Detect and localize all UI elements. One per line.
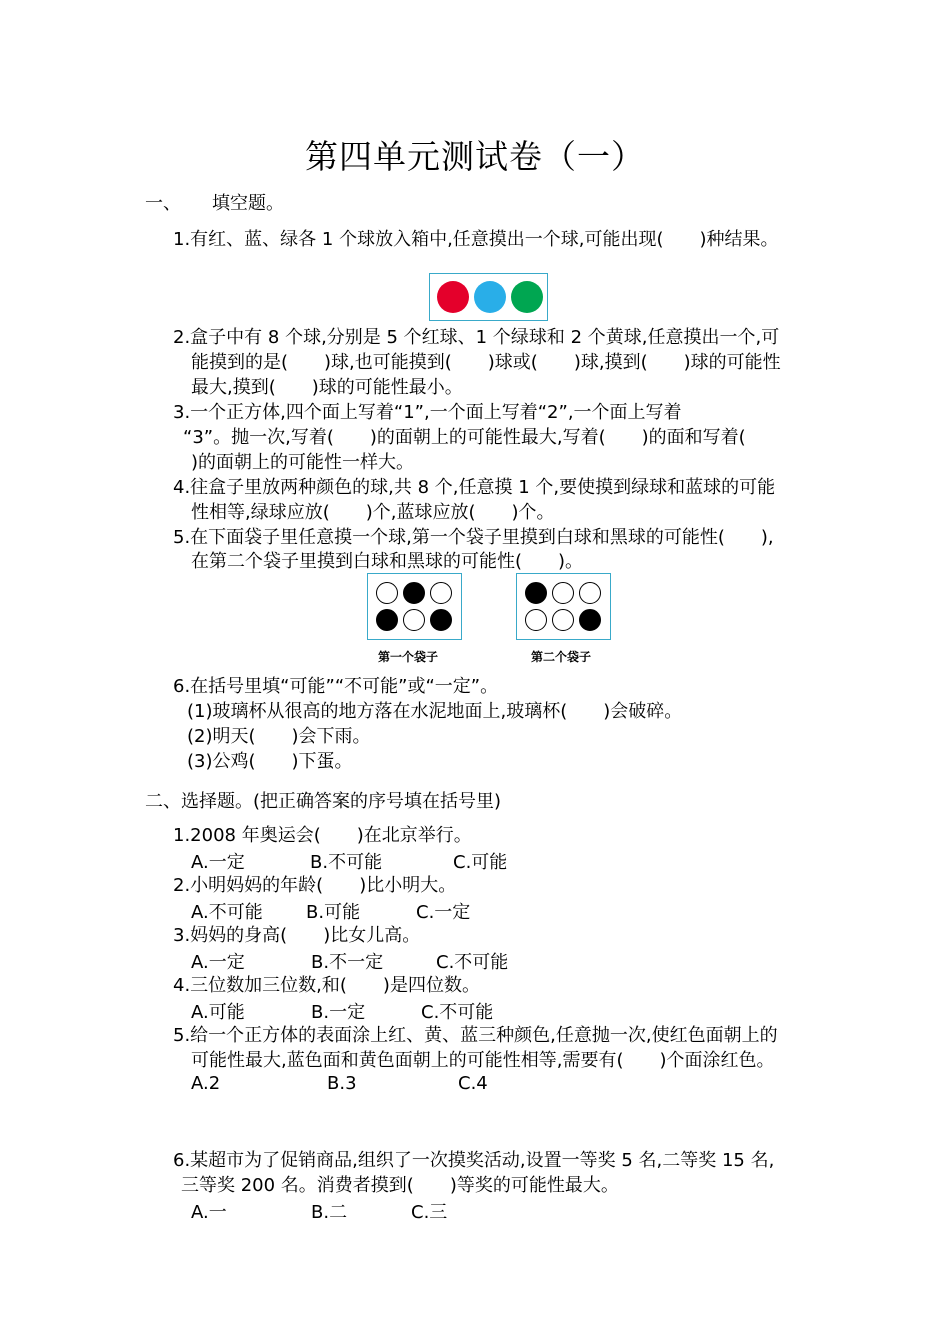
choice-option: B.二 xyxy=(311,1202,348,1223)
bag-1-label: 第一个袋子 xyxy=(378,650,439,664)
question-line: 可能性最大,蓝色面和黄色面朝上的可能性相等,需要有( )个面涂红色。 xyxy=(191,1050,775,1071)
question-line: 在第二个袋子里摸到白球和黑球的可能性( )。 xyxy=(191,551,584,572)
section-1-number: 一、 xyxy=(145,193,181,214)
choice-option: B.可能 xyxy=(306,902,361,923)
question-line: 4.往盒子里放两种颜色的球,共 8 个,任意摸 1 个,要使摸到绿球和蓝球的可能 xyxy=(173,477,776,498)
choice-option: C.不可能 xyxy=(436,952,509,973)
choice-option: A.2 xyxy=(191,1073,221,1094)
blue-ball xyxy=(474,281,506,313)
white-ball xyxy=(376,582,398,604)
choice-option: A.可能 xyxy=(191,1002,245,1023)
section-2-heading: 二、选择题。(把正确答案的序号填在括号里) xyxy=(145,791,502,812)
question-line: 性相等,绿球应放( )个,蓝球应放( )个。 xyxy=(191,502,555,523)
choice-option: A.不可能 xyxy=(191,902,263,923)
choice-question-4: 4.三位数加三位数,和( )是四位数。 xyxy=(173,975,480,996)
question-line: 最大,摸到( )球的可能性最小。 xyxy=(191,377,463,398)
choice-option: A.一 xyxy=(191,1202,227,1223)
question-line: 5.在下面袋子里任意摸一个球,第一个袋子里摸到白球和黑球的可能性( ), xyxy=(173,527,774,548)
choice-option: C.不可能 xyxy=(421,1002,494,1023)
choice-option: B.不一定 xyxy=(311,952,384,973)
white-ball xyxy=(552,582,574,604)
choice-option: C.一定 xyxy=(416,902,471,923)
question-line: 5.给一个正方体的表面涂上红、黄、蓝三种颜色,任意抛一次,使红色面朝上的 xyxy=(173,1025,778,1046)
choice-question-1: 1.2008 年奥运会( )在北京举行。 xyxy=(173,825,472,846)
question-line: 3.一个正方体,四个面上写着“1”,一个面上写着“2”,一个面上写着 xyxy=(173,402,682,423)
choice-option: A.一定 xyxy=(191,952,245,973)
white-ball xyxy=(552,609,574,631)
choice-option: B.3 xyxy=(327,1073,357,1094)
question-line: “3”。抛一次,写着( )的面朝上的可能性最大,写着( )的面和写着( xyxy=(183,427,746,448)
question-line: 2.盒子中有 8 个球,分别是 5 个红球、1 个绿球和 2 个黄球,任意摸出一个,可 xyxy=(173,327,780,348)
choice-option: C.三 xyxy=(411,1202,448,1223)
black-ball xyxy=(525,582,547,604)
question-line: )的面朝上的可能性一样大。 xyxy=(191,452,415,473)
green-ball xyxy=(511,281,543,313)
white-ball xyxy=(403,609,425,631)
bag-2-label: 第二个袋子 xyxy=(531,650,592,664)
section-1-heading: 填空题。 xyxy=(212,193,284,214)
fill-question-6-3: (3)公鸡( )下蛋。 xyxy=(187,751,353,772)
black-ball xyxy=(376,609,398,631)
choice-option: C.可能 xyxy=(453,852,508,873)
question-line: 能摸到的是( )球,也可能摸到( )球或( )球,摸到( )球的可能性 xyxy=(191,352,781,373)
choice-option: C.4 xyxy=(458,1073,488,1094)
choice-option: B.一定 xyxy=(311,1002,366,1023)
fill-question-1: 1.有红、蓝、绿各 1 个球放入箱中,任意摸出一个球,可能出现( )种结果。 xyxy=(173,229,779,250)
black-ball xyxy=(403,582,425,604)
page-title: 第四单元测试卷（一） xyxy=(305,137,645,176)
white-ball xyxy=(579,582,601,604)
black-ball xyxy=(430,609,452,631)
red-ball xyxy=(437,281,469,313)
choice-question-2: 2.小明妈妈的年龄( )比小明大。 xyxy=(173,875,457,896)
bag-2 xyxy=(516,573,611,640)
choice-option: B.不可能 xyxy=(310,852,383,873)
white-ball xyxy=(430,582,452,604)
fill-question-6: 6.在括号里填“可能”“不可能”或“一定”。 xyxy=(173,676,499,697)
white-ball xyxy=(525,609,547,631)
balls-figure xyxy=(429,273,548,321)
fill-question-6-2: (2)明天( )会下雨。 xyxy=(187,726,371,747)
choice-option: A.一定 xyxy=(191,852,245,873)
question-line: 6.某超市为了促销商品,组织了一次摸奖活动,设置一等奖 5 名,二等奖 15 名, xyxy=(173,1150,775,1171)
bag-1 xyxy=(367,573,462,640)
question-line: 三等奖 200 名。消费者摸到( )等奖的可能性最大。 xyxy=(181,1175,619,1196)
choice-question-3: 3.妈妈的身高( )比女儿高。 xyxy=(173,925,421,946)
fill-question-6-1: (1)玻璃杯从很高的地方落在水泥地面上,玻璃杯( )会破碎。 xyxy=(187,701,683,722)
black-ball xyxy=(579,609,601,631)
